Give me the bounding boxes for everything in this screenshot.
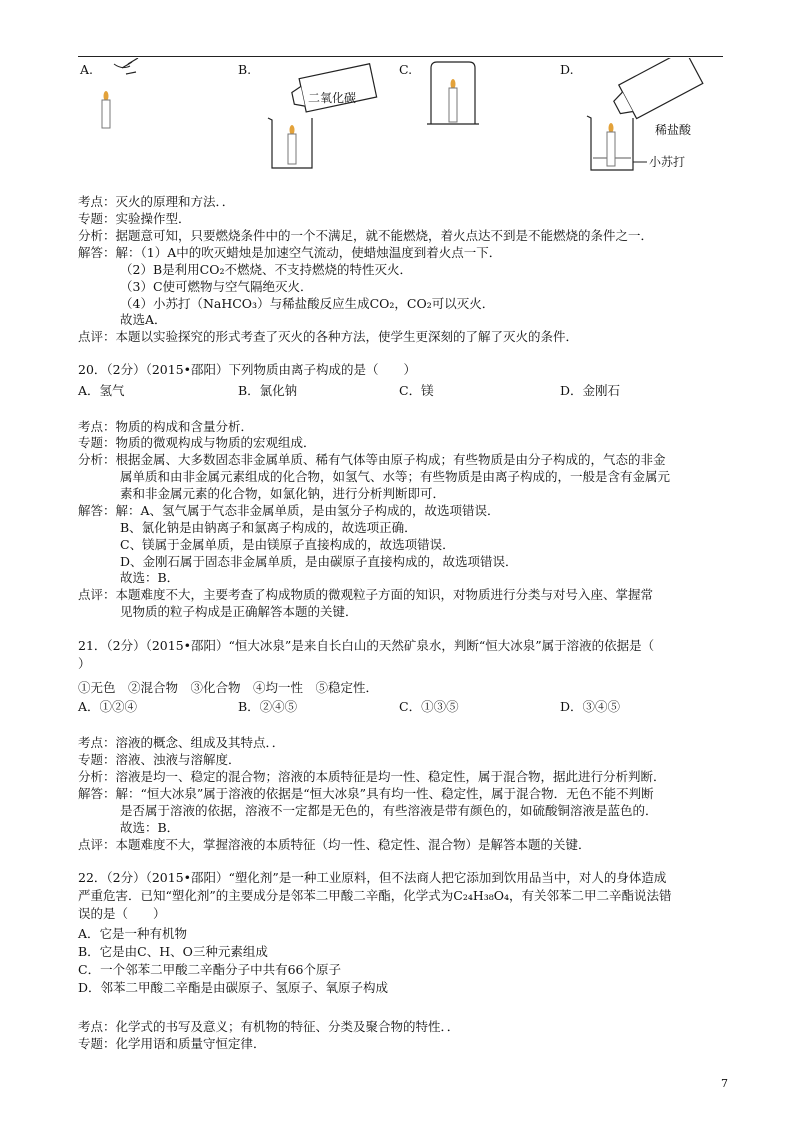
q22-stem-2: 严重危害．已知“塑化剂”的主要成分是邻苯二甲酸二辛酯，化学式为C₂₄H₃₈O₄，有关邻苯二甲二辛酯说法错	[78, 888, 672, 903]
q19-jieda-5: 故选A．	[120, 312, 167, 327]
q21-option-b: B．②④⑤	[238, 699, 298, 714]
q20-option-d: D．金刚石	[560, 383, 621, 398]
q22-option-c: C．一个邻苯二甲酸二辛酯分子中共有66个原子	[78, 962, 341, 977]
q19-jieda-3: （3）C使可燃物与空气隔绝灭火．	[120, 279, 313, 294]
q20-jieda-5: 故选：B．	[120, 570, 180, 585]
q20-dianping-1: 点评：本题难度不大，主要考查了构成物质的微观粒子方面的知识，对物质进行分类与对号入座、掌握常	[78, 587, 654, 602]
q20-fenxi-2: 属单质和由非金属元素组成的化合物，如氢气、水等；有些物质是由离子构成的，一般是含有金属元	[120, 469, 671, 484]
q21-dianping: 点评：本题难度不大，掌握溶液的本质特征（均一性、稳定性、混合物）是解答本题的关键．	[78, 837, 591, 852]
q22-kaodian: 考点：化学式的书写及意义；有机物的特征、分类及聚合物的特性．．	[78, 1019, 460, 1034]
q19-fenxi: 分析：据题意可知，只要燃烧条件中的一个不满足，就不能燃烧，着火点达不到是不能燃烧的条件之一．	[78, 228, 654, 243]
q21-stem-1: 21．（2分）（2015•邵阳）“恒大冰泉”是来自长白山的天然矿泉水，判断“恒大冰泉”属于溶液的依据是（	[78, 638, 655, 653]
q19-kaodian: 考点：灭火的原理和方法．．	[78, 194, 235, 209]
q21-option-d: D．③④⑤	[560, 699, 621, 714]
b-bottle-label: 二氧化碳	[308, 91, 357, 105]
q22-option-b: B．它是由C、H、O三种元素组成	[78, 944, 268, 959]
q19-zhuanti: 专题：实验操作型．	[78, 211, 191, 226]
q20-stem: 20．（2分）（2015•邵阳）下列物质由离子构成的是（ ）	[78, 362, 417, 377]
q20-options	[0, 382, 800, 400]
q21-fenxi: 分析：溶液是均一、稳定的混合物；溶液的本质特征是均一性、稳定性，属于混合物，据此进行分析判断．	[78, 769, 666, 784]
q21-kaodian: 考点：溶液的概念、组成及其特点．．	[78, 735, 285, 750]
figure-b-co2-pouring	[262, 58, 382, 173]
q21-jieda-2: 是否属于溶液的依据，溶液不一定都是无色的，有些溶液是带有颜色的，如硫酸铜溶液是蓝色的．	[120, 803, 658, 818]
figure-label-a: A.	[80, 62, 94, 77]
figure-c-jar-covered-candle	[425, 58, 495, 133]
figure-d-acid-baking-soda	[585, 58, 710, 183]
q19-jieda-4: （4）小苏打（NaHCO₃）与稀盐酸反应生成CO₂，CO₂可以灭火．	[120, 296, 495, 311]
page-number: 7	[721, 1077, 728, 1090]
q20-jieda-2: B、氯化钠是由钠离子和氯离子构成的，故选项正确．	[120, 520, 417, 535]
q22-stem-3: 误的是（ ）	[78, 906, 166, 921]
d-bottle-label: 稀盐酸	[655, 123, 692, 137]
q20-fenxi-1: 分析：根据金属、大多数固态非金属单质、稀有气体等由原子构成；有些物质是由分子构成的，气态的非金	[78, 452, 666, 467]
q22-option-d: D．邻苯二甲酸二辛酯是由碳原子、氢原子、氧原子构成	[78, 980, 389, 995]
q20-jieda-1: 解答：解：A、氢气属于气态非金属单质，是由氢分子构成的，故选项错误．	[78, 503, 500, 518]
d-beaker-label: 小苏打	[649, 155, 686, 169]
q21-stem-2: ）	[78, 656, 91, 671]
q19-jieda-1: 解答：解：（1）A中的吹灭蜡烛是加速空气流动，使蜡烛温度到着火点一下．	[78, 245, 502, 260]
figure-label-c: C.	[399, 62, 413, 77]
figure-a-candle-blowing	[92, 58, 152, 133]
q22-stem-1: 22．（2分）（2015•邵阳）“塑化剂”是一种工业原料，但不法商人把它添加到饮用品当中，对人的身体造成	[78, 870, 667, 885]
q20-option-b: B．氯化钠	[238, 383, 298, 398]
q20-option-c: C．镁	[399, 383, 434, 398]
figure-label-d: D.	[560, 62, 574, 77]
q20-zhuanti: 专题：物质的微观构成与物质的宏观组成．	[78, 435, 316, 450]
q21-option-a: A．①②④	[78, 699, 138, 714]
q20-option-a: A．氢气	[78, 383, 125, 398]
q21-jieda-3: 故选：B．	[120, 820, 180, 835]
q20-fenxi-3: 素和非金属元素的化合物，如氯化钠，进行分析判断即可．	[120, 486, 446, 501]
q22-zhuanti: 专题：化学用语和质量守恒定律．	[78, 1036, 266, 1051]
q19-dianping: 点评：本题以实验探究的形式考查了灭火的各种方法，使学生更深刻的了解了灭火的条件．	[78, 329, 579, 344]
q20-kaodian: 考点：物质的构成和含量分析．	[78, 419, 254, 434]
q21-jieda-1: 解答：解：“恒大冰泉”属于溶液的依据是“恒大冰泉”具有均一性、稳定性，属于混合物．无色不能不判断	[78, 786, 654, 801]
q20-jieda-4: D、金刚石属于固态非金属单质，是由碳原子直接构成的，故选项错误．	[120, 554, 518, 569]
q20-dianping-2: 见物质的粒子构成是正确解答本题的关键．	[120, 604, 358, 619]
q21-items: ①无色 ②混合物 ③化合物 ④均一性 ⑤稳定性．	[78, 680, 379, 695]
q19-jieda-2: （2）B是利用CO₂不燃烧、不支持燃烧的特性灭火．	[120, 262, 412, 277]
q20-jieda-3: C、镁属于金属单质，是由镁原子直接构成的，故选项错误．	[120, 537, 455, 552]
header-rule	[78, 56, 723, 57]
q22-option-a: A．它是一种有机物	[78, 926, 188, 941]
q21-options	[0, 698, 800, 716]
q21-zhuanti: 专题：溶液、浊液与溶解度．	[78, 752, 241, 767]
q21-option-c: C．①③⑤	[399, 699, 459, 714]
figure-label-b: B.	[238, 62, 252, 77]
